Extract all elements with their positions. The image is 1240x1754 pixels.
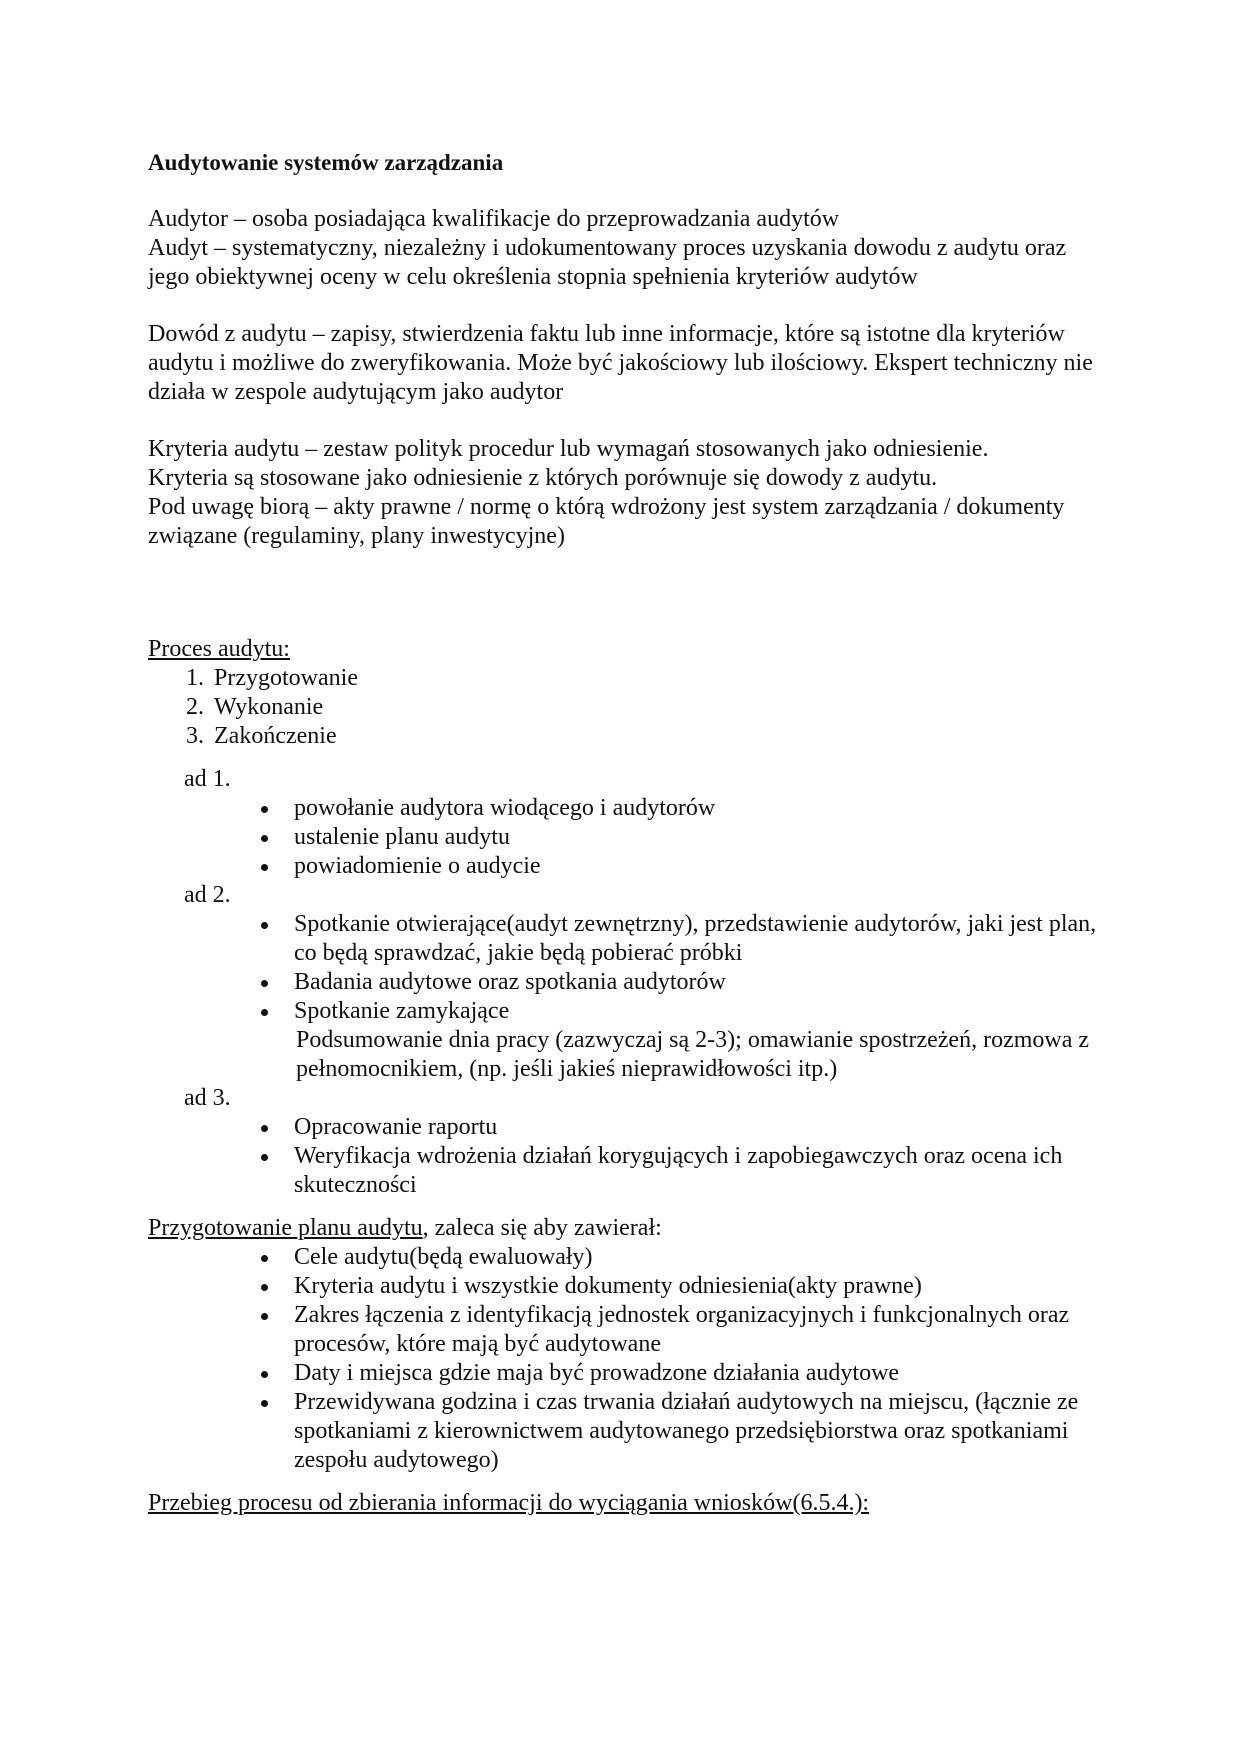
audit-process-section	[148, 635, 1098, 1200]
list-item: Przewidywana godzina i czas trwania działań audytowych na miejscu, (łącznie ze spotkaniami z kierownictwem audytowanego przedsiębiorstwa oraz spotkaniami zespołu audytowego)	[148, 1388, 1098, 1475]
plan-heading-line	[148, 1214, 1098, 1243]
list-item: Kryteria audytu i wszystkie dokumenty odniesienia(akty prawne)	[148, 1272, 1098, 1301]
criteria-line-2: Kryteria są stosowane jako odniesienie z których porównuje się dowody z audytu.	[148, 465, 938, 491]
process-heading: Proces audytu:	[148, 636, 290, 662]
document-page	[148, 148, 1098, 1518]
process-step: 2. Wykonanie	[210, 693, 1098, 722]
list-item: powiadomienie o audycie	[148, 852, 1098, 881]
ad3-label: ad 3.	[184, 1085, 231, 1111]
evidence-section	[148, 320, 1098, 407]
process-step: 3. Zakończenie	[210, 722, 1098, 751]
plan-heading: Przygotowanie planu audytu	[148, 1215, 423, 1241]
plan-items-list	[148, 1243, 1098, 1475]
list-item: Daty i miejsca gdzie maja być prowadzone działania audytowe	[148, 1359, 1098, 1388]
audit-definition: Audyt – systematyczny, niezależny i udokumentowany proces uzyskania dowodu z audytu oraz jego obiektywnej oceny w celu określenia stopnia spełnienia kryteriów audytów	[148, 235, 1067, 290]
document-title: Audytowanie systemów zarządzania	[148, 150, 504, 175]
criteria-line-3: Pod uwagę biorą – akty prawne / normę o którą wdrożony jest system zarządzania / dokumenty związane (regulaminy, plany inwestycyjne)	[148, 494, 1065, 549]
list-item: Weryfikacja wdrożenia działań korygujących i zapobiegawczych oraz ocena ich skuteczności	[148, 1142, 1098, 1200]
auditor-definition: Audytor – osoba posiadająca kwalifikacje do przeprowadzania audytów	[148, 206, 840, 232]
ad1-label: ad 1.	[184, 766, 231, 792]
plan-heading-tail: , zaleca się aby zawierał:	[422, 1215, 662, 1241]
process-flow-heading: Przebieg procesu od zbierania informacji do wyciągania wniosków(6.5.4.):	[148, 1490, 870, 1516]
list-item: Opracowanie raportu	[148, 1113, 1098, 1142]
list-item: ustalenie planu audytu	[148, 823, 1098, 852]
criteria-line-1: Kryteria audytu – zestaw polityk procedur lub wymagań stosowanych jako odniesienie.	[148, 436, 989, 462]
list-item: Badania audytowe oraz spotkania audytorów	[148, 968, 1098, 997]
process-steps-list	[148, 664, 1098, 751]
ad1-list	[148, 794, 1098, 881]
process-step: 1. Przygotowanie	[210, 664, 1098, 693]
ad3-list	[148, 1113, 1098, 1200]
list-item: Spotkanie zamykające	[148, 997, 1098, 1026]
evidence-definition: Dowód z audytu – zapisy, stwierdzenia faktu lub inne informacje, które są istotne dla kryteriów audytu i możliwe do zweryfikowania. Może być jakościowy lub ilościowy. Ekspert techniczny nie działa w zespole audytującym jako audytor	[148, 321, 1093, 405]
audit-plan-section	[148, 1214, 1098, 1475]
criteria-section	[148, 435, 1098, 551]
ad2-label: ad 2.	[184, 882, 231, 908]
closing-meeting-details: Podsumowanie dnia pracy (zazwyczaj są 2-3); omawianie spostrzeżeń, rozmowa z pełnomocnikiem, (np. jeśli jakieś nieprawidłowości itp.)	[296, 1027, 1090, 1082]
ad2-list	[148, 910, 1098, 1026]
list-item: powołanie audytora wiodącego i audytorów	[148, 794, 1098, 823]
list-item: Spotkanie otwierające(audyt zewnętrzny), przedstawienie audytorów, jaki jest plan, co będą sprawdzać, jakie będą pobierać próbki	[148, 910, 1098, 968]
list-item: Cele audytu(będą ewaluowały)	[148, 1243, 1098, 1272]
auditor-audit-definitions	[148, 205, 1098, 292]
list-item: Zakres łączenia z identyfikacją jednostek organizacyjnych i funkcjonalnych oraz procesów, które mają być audytowane	[148, 1301, 1098, 1359]
